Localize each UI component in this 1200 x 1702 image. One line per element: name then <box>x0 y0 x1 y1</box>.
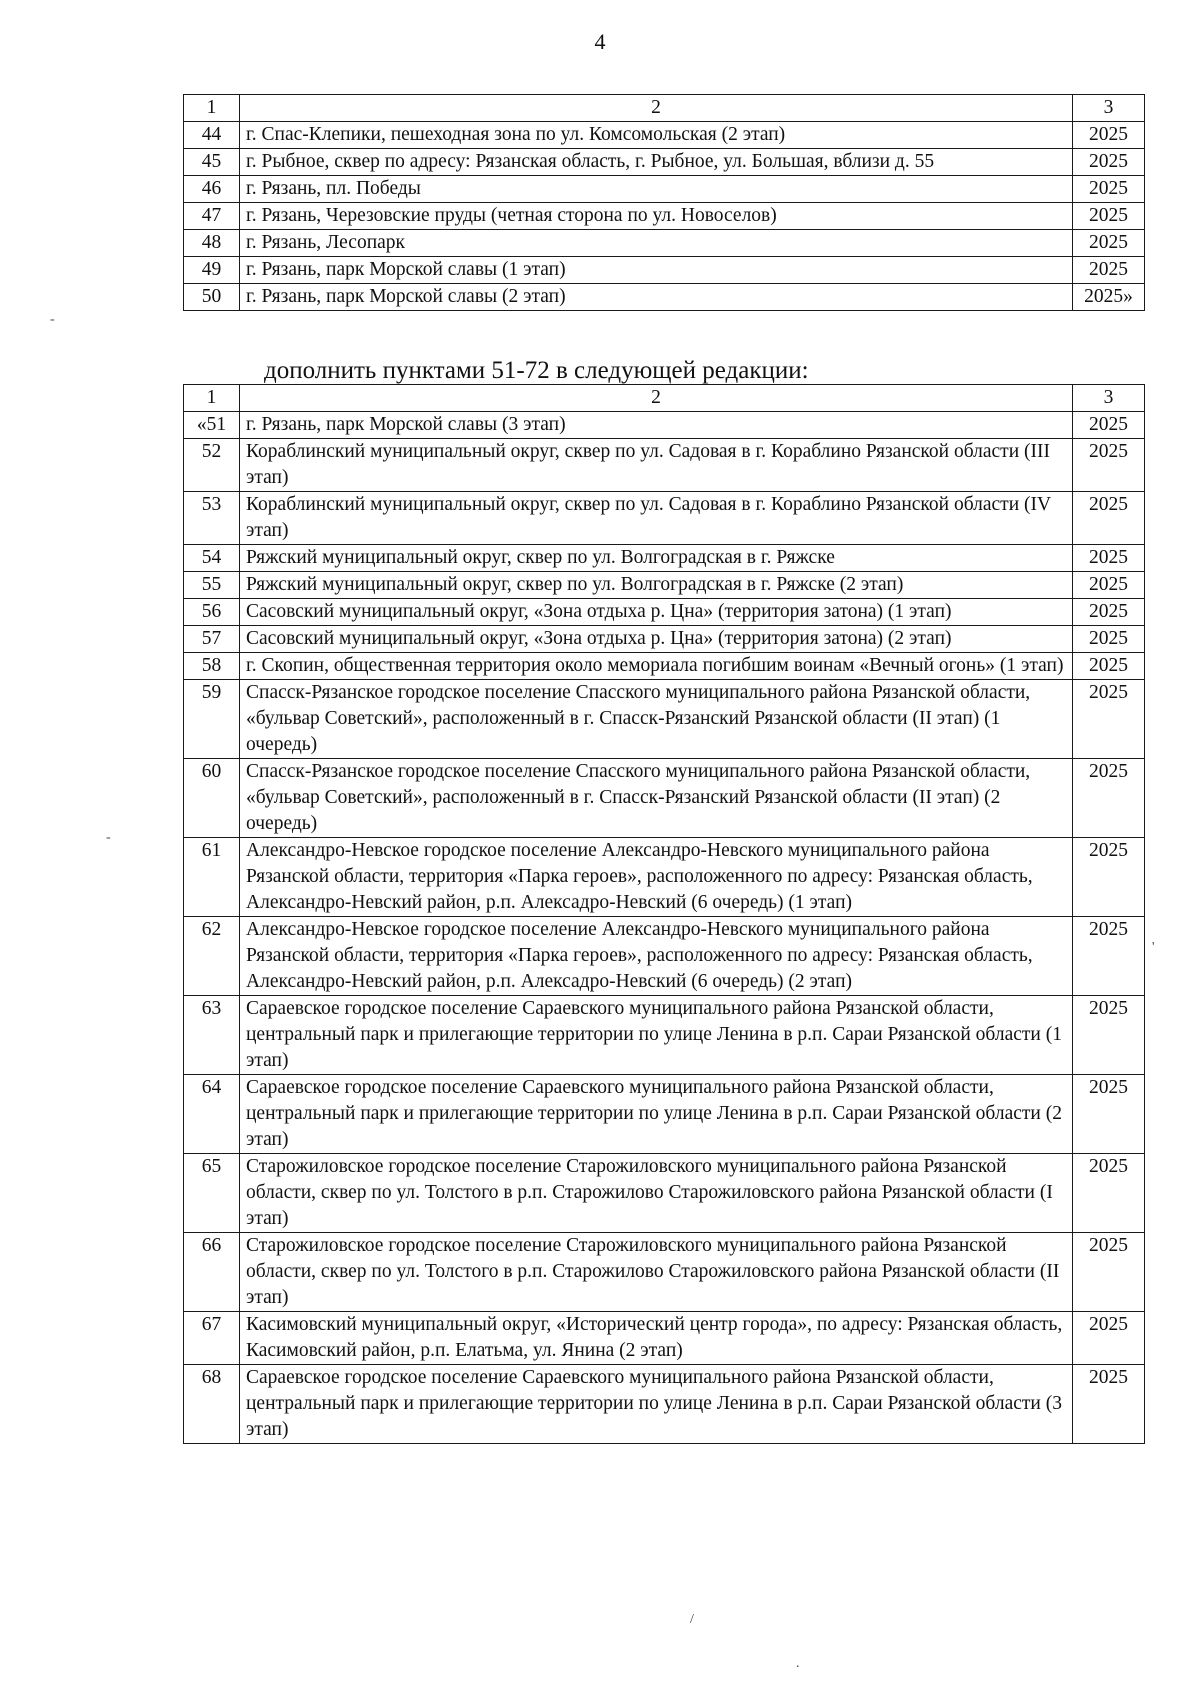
row-description: Сараевское городское поселение Сараевского муниципального района Рязанской области, центральный парк и прилегающие территории по улице Ленина в р.п. Сараи Рязанской области (1 этап) <box>240 996 1073 1075</box>
row-year: 2025 <box>1073 122 1145 149</box>
row-description: г. Спас-Клепики, пешеходная зона по ул. Комсомольская (2 этап) <box>240 122 1073 149</box>
row-number: 49 <box>184 257 240 284</box>
table-row <box>184 838 1145 917</box>
row-number: 46 <box>184 176 240 203</box>
scan-mark: - <box>50 312 55 327</box>
table-row <box>184 996 1145 1075</box>
scan-mark: / <box>690 1612 694 1627</box>
row-year: 2025 <box>1073 176 1145 203</box>
row-description: Старожиловское городское поселение Старожиловского муниципального района Рязанской области, сквер по ул. Толстого в р.п. Старожилово Старожиловского района Рязанской области (II этап) <box>240 1233 1073 1312</box>
table-row <box>184 1075 1145 1154</box>
row-number: 47 <box>184 203 240 230</box>
row-year: 2025 <box>1073 439 1145 492</box>
row-year: 2025 <box>1073 572 1145 599</box>
row-description: Сасовский муниципальный округ, «Зона отдыха р. Цна» (территория затона) (1 этап) <box>240 599 1073 626</box>
row-year: 2025 <box>1073 1075 1145 1154</box>
table-row <box>184 545 1145 572</box>
row-year: 2025 <box>1073 545 1145 572</box>
row-year: 2025 <box>1073 917 1145 996</box>
row-number: 58 <box>184 653 240 680</box>
header-col-1: 1 <box>184 385 240 412</box>
table-row <box>184 1154 1145 1233</box>
table-row <box>184 1365 1145 1444</box>
row-number: 65 <box>184 1154 240 1233</box>
row-description: Спасск-Рязанское городское поселение Спасского муниципального района Рязанской области, «бульвар Советский», расположенный в г. Спасск-Рязанский Рязанской области (II этап) (2 очередь) <box>240 759 1073 838</box>
table-row <box>184 653 1145 680</box>
row-description: Александро-Невское городское поселение Александро-Невского муниципального района Рязанской области, территория «Парка героев», расположенного по адресу: Рязанская область, Александро-Невский район, р.п. Алексадро-Невский (6 очередь) (1 этап) <box>240 838 1073 917</box>
row-description: г. Рязань, Черезовские пруды (четная сторона по ул. Новоселов) <box>240 203 1073 230</box>
header-col-3: 3 <box>1073 95 1145 122</box>
row-number: 57 <box>184 626 240 653</box>
table-row <box>184 412 1145 439</box>
row-description: г. Скопин, общественная территория около мемориала погибшим воинам «Вечный огонь» (1 этап) <box>240 653 1073 680</box>
row-number: 55 <box>184 572 240 599</box>
row-year: 2025» <box>1073 284 1145 311</box>
row-year: 2025 <box>1073 257 1145 284</box>
projects-table-continued <box>183 94 1145 311</box>
row-year: 2025 <box>1073 759 1145 838</box>
table-header-row <box>184 95 1145 122</box>
row-description: Касимовский муниципальный округ, «Исторический центр города», по адресу: Рязанская область, Касимовский район, р.п. Елатьма, ул. Янина (2 этап) <box>240 1312 1073 1365</box>
table-row <box>184 122 1145 149</box>
row-number: 64 <box>184 1075 240 1154</box>
page-number: 4 <box>594 29 606 54</box>
row-description: г. Рязань, Лесопарк <box>240 230 1073 257</box>
row-description: Ряжский муниципальный округ, сквер по ул. Волгоградская в г. Ряжске (2 этап) <box>240 572 1073 599</box>
row-year: 2025 <box>1073 599 1145 626</box>
row-year: 2025 <box>1073 1312 1145 1365</box>
row-number: 44 <box>184 122 240 149</box>
table-row <box>184 626 1145 653</box>
row-description: Сасовский муниципальный округ, «Зона отдыха р. Цна» (территория затона) (2 этап) <box>240 626 1073 653</box>
row-number: «51 <box>184 412 240 439</box>
table-row <box>184 176 1145 203</box>
row-number: 62 <box>184 917 240 996</box>
table-row <box>184 492 1145 545</box>
table-row <box>184 917 1145 996</box>
row-year: 2025 <box>1073 230 1145 257</box>
table-header-row <box>184 385 1145 412</box>
table-row <box>184 230 1145 257</box>
row-description: Александро-Невское городское поселение Александро-Невского муниципального района Рязанской области, территория «Парка героев», расположенного по адресу: Рязанская область, Александро-Невский район, р.п. Алексадро-Невский (6 очередь) (2 этап) <box>240 917 1073 996</box>
row-year: 2025 <box>1073 996 1145 1075</box>
row-number: 54 <box>184 545 240 572</box>
row-year: 2025 <box>1073 626 1145 653</box>
row-year: 2025 <box>1073 1365 1145 1444</box>
row-description: Кораблинский муниципальный округ, сквер по ул. Садовая в г. Кораблино Рязанской области (IV этап) <box>240 492 1073 545</box>
row-number: 66 <box>184 1233 240 1312</box>
row-description: Сараевское городское поселение Сараевского муниципального района Рязанской области, центральный парк и прилегающие территории по улице Ленина в р.п. Сараи Рязанской области (2 этап) <box>240 1075 1073 1154</box>
row-number: 48 <box>184 230 240 257</box>
row-number: 68 <box>184 1365 240 1444</box>
table-row <box>184 680 1145 759</box>
row-description: Спасск-Рязанское городское поселение Спасского муниципального района Рязанской области, «бульвар Советский», расположенный в г. Спасск-Рязанский Рязанской области (II этап) (1 очередь) <box>240 680 1073 759</box>
row-number: 63 <box>184 996 240 1075</box>
row-number: 53 <box>184 492 240 545</box>
header-col-2: 2 <box>240 95 1073 122</box>
row-year: 2025 <box>1073 149 1145 176</box>
table-row <box>184 284 1145 311</box>
table-row <box>184 1312 1145 1365</box>
row-number: 45 <box>184 149 240 176</box>
table-row <box>184 599 1145 626</box>
row-description: Ряжский муниципальный округ, сквер по ул. Волгоградская в г. Ряжске <box>240 545 1073 572</box>
row-year: 2025 <box>1073 1233 1145 1312</box>
table-row <box>184 149 1145 176</box>
row-year: 2025 <box>1073 412 1145 439</box>
row-number: 52 <box>184 439 240 492</box>
projects-table-new-items <box>183 384 1145 1444</box>
row-description: Сараевское городское поселение Сараевского муниципального района Рязанской области, центральный парк и прилегающие территории по улице Ленина в р.п. Сараи Рязанской области (3 этап) <box>240 1365 1073 1444</box>
row-number: 56 <box>184 599 240 626</box>
header-col-1: 1 <box>184 95 240 122</box>
row-number: 50 <box>184 284 240 311</box>
row-year: 2025 <box>1073 680 1145 759</box>
row-number: 60 <box>184 759 240 838</box>
scan-mark: . <box>796 1656 800 1671</box>
row-number: 61 <box>184 838 240 917</box>
row-number: 67 <box>184 1312 240 1365</box>
row-year: 2025 <box>1073 203 1145 230</box>
scan-mark: - <box>106 830 111 845</box>
scan-mark: ' <box>1152 940 1155 955</box>
row-year: 2025 <box>1073 838 1145 917</box>
table-row <box>184 759 1145 838</box>
row-year: 2025 <box>1073 492 1145 545</box>
row-description: Старожиловское городское поселение Старожиловского муниципального района Рязанской области, сквер по ул. Толстого в р.п. Старожилово Старожиловского района Рязанской области (I этап) <box>240 1154 1073 1233</box>
row-year: 2025 <box>1073 653 1145 680</box>
row-year: 2025 <box>1073 1154 1145 1233</box>
row-description: г. Рыбное, сквер по адресу: Рязанская область, г. Рыбное, ул. Большая, вблизи д. 55 <box>240 149 1073 176</box>
table-row <box>184 1233 1145 1312</box>
row-description: г. Рязань, пл. Победы <box>240 176 1073 203</box>
row-description: г. Рязань, парк Морской славы (2 этап) <box>240 284 1073 311</box>
table-row <box>184 439 1145 492</box>
header-col-3: 3 <box>1073 385 1145 412</box>
header-col-2: 2 <box>240 385 1073 412</box>
row-number: 59 <box>184 680 240 759</box>
row-description: г. Рязань, парк Морской славы (1 этап) <box>240 257 1073 284</box>
table-row <box>184 257 1145 284</box>
table-row <box>184 572 1145 599</box>
table-row <box>184 203 1145 230</box>
row-description: Кораблинский муниципальный округ, сквер по ул. Садовая в г. Кораблино Рязанской области (III этап) <box>240 439 1073 492</box>
row-description: г. Рязань, парк Морской славы (3 этап) <box>240 412 1073 439</box>
amendment-intro-text: дополнить пунктами 51-72 в следующей редакции: <box>264 357 809 384</box>
